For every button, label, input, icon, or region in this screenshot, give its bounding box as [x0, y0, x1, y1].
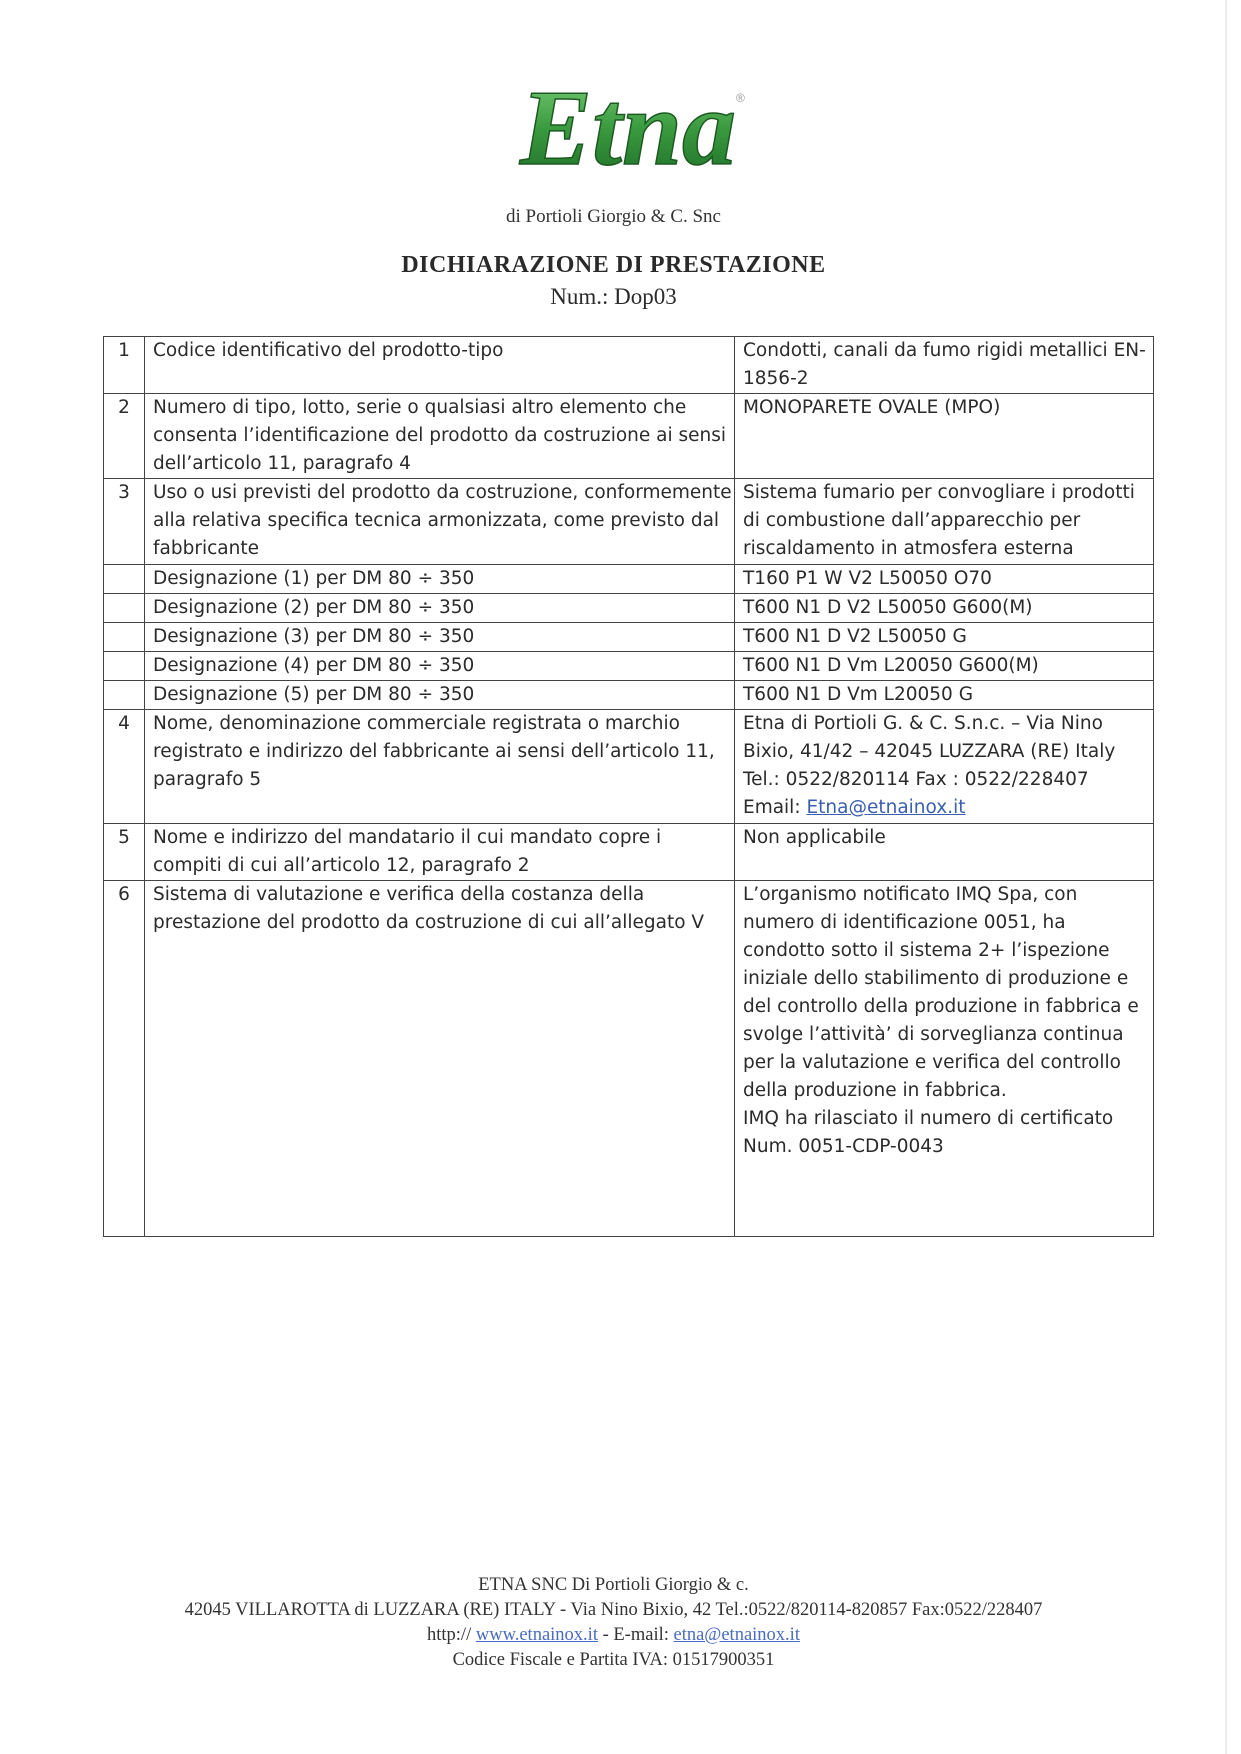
manufacturer-email-link[interactable]: Etna@etnainox.it: [806, 797, 966, 818]
row-label: Codice identificativo del prodotto-tipo: [145, 337, 735, 394]
manufacturer-email-line: [743, 794, 1153, 822]
row-value: T600 N1 D V2 L50050 G600(M): [735, 594, 1154, 623]
row-value: T600 N1 D Vm L20050 G: [735, 681, 1154, 710]
footer-website-link[interactable]: www.etnainox.it: [475, 1625, 598, 1645]
registered-mark: ®: [736, 91, 745, 105]
row-label: Designazione (2) per DM 80 ÷ 350: [145, 594, 735, 623]
manufacturer-contact-cell: [735, 710, 1154, 824]
logo-text: Etna: [519, 69, 737, 188]
table-row: [104, 394, 1154, 479]
row-label: Designazione (3) per DM 80 ÷ 350: [145, 623, 735, 652]
certificate-text: IMQ ha rilasciato il numero di certificato Num. 0051-CDP-0043: [743, 1108, 1114, 1157]
table-row: [104, 623, 1154, 652]
row-number: [104, 594, 145, 623]
row-number: [104, 681, 145, 710]
footer-email-link[interactable]: etna@etnainox.it: [673, 1625, 800, 1645]
footer-company: ETNA SNC Di Portioli Giorgio & c.: [478, 1575, 749, 1595]
table-row: [104, 710, 1154, 824]
footer-tax-code: Codice Fiscale e Partita IVA: 01517900351: [452, 1650, 775, 1670]
row-value: T600 N1 D V2 L50050 G: [735, 623, 1154, 652]
etna-logo: [478, 62, 778, 192]
row-value: MONOPARETE OVALE (MPO): [735, 394, 1154, 479]
email-label: Email:: [743, 797, 807, 818]
row-number: [104, 652, 145, 681]
table-row: [104, 824, 1154, 881]
table-row: [104, 337, 1154, 394]
row-number: [104, 623, 145, 652]
table-row: [104, 881, 1154, 1237]
row-label: Uso o usi previsti del prodotto da costruzione, conformemente alla relativa specifica tecnica armonizzata, come previsto dal fabbricante: [145, 479, 735, 565]
row-label: Designazione (5) per DM 80 ÷ 350: [145, 681, 735, 710]
row-value: Condotti, canali da fumo rigidi metallici EN-1856-2: [735, 337, 1154, 394]
footer-web-email: [0, 1623, 1227, 1648]
row-label: Nome e indirizzo del mandatario il cui mandato copre i compiti di cui all’articolo 12, paragrafo 2: [145, 824, 735, 881]
table-row: [104, 594, 1154, 623]
row-value: T160 P1 W V2 L50050 O70: [735, 565, 1154, 594]
row-value: Non applicabile: [735, 824, 1154, 881]
document-number: Num.: Dop03: [550, 284, 677, 309]
row-number: 4: [104, 710, 145, 824]
row-number: 5: [104, 824, 145, 881]
row-label: Nome, denominazione commerciale registrata o marchio registrato e indirizzo del fabbricante ai sensi dell’articolo 11, paragrafo 5: [145, 710, 735, 824]
table-row: [104, 652, 1154, 681]
table-row: [104, 479, 1154, 565]
performance-table: [103, 336, 1154, 1237]
footer-http-label: http://: [427, 1625, 476, 1645]
assessment-text: L’organismo notificato IMQ Spa, con numero di identificazione 0051, ha condotto sotto il sistema 2+ l’ispezione iniziale dello stabilimento di produzione e del controllo della produzione in fabbrica e svolge l’attività’ di sorveglianza continua per la valutazione e verifica del controllo della produzione in fabbrica.: [743, 884, 1139, 1101]
row-number: 6: [104, 881, 145, 1237]
manufacturer-address: Etna di Portioli G. & C. S.n.c. – Via Nino Bixio, 41/42 – 42045 LUZZARA (RE) Italy: [743, 713, 1116, 762]
assessment-cell: [735, 881, 1154, 1237]
table-row: [104, 565, 1154, 594]
manufacturer-phone: Tel.: 0522/820114 Fax : 0522/228407: [743, 769, 1089, 790]
row-label: Designazione (4) per DM 80 ÷ 350: [145, 652, 735, 681]
row-label: Sistema di valutazione e verifica della costanza della prestazione del prodotto da costruzione di cui all’allegato V: [145, 881, 735, 1237]
row-number: 3: [104, 479, 145, 565]
row-label: Numero di tipo, lotto, serie o qualsiasi altro elemento che consenta l’identificazione del prodotto da costruzione ai sensi dell’articolo 11, paragrafo 4: [145, 394, 735, 479]
row-number: [104, 565, 145, 594]
etna-logo-graphic: [478, 62, 778, 192]
row-number: 1: [104, 337, 145, 394]
footer-email-label: - E-mail:: [597, 1625, 674, 1645]
page-footer: [0, 1573, 1227, 1673]
company-subtitle: di Portioli Giorgio & C. Snc: [505, 206, 721, 227]
document-title: DICHIARAZIONE DI PRESTAZIONE: [401, 252, 826, 278]
row-label: Designazione (1) per DM 80 ÷ 350: [145, 565, 735, 594]
row-number: 2: [104, 394, 145, 479]
row-value: T600 N1 D Vm L20050 G600(M): [735, 652, 1154, 681]
row-value: Sistema fumario per convogliare i prodotti di combustione dall’apparecchio per riscaldamento in atmosfera esterna: [735, 479, 1154, 565]
footer-address: 42045 VILLAROTTA di LUZZARA (RE) ITALY - Via Nino Bixio, 42 Tel.:0522/820114-820857 Fax:0522/228407: [184, 1600, 1043, 1620]
table-row: [104, 681, 1154, 710]
